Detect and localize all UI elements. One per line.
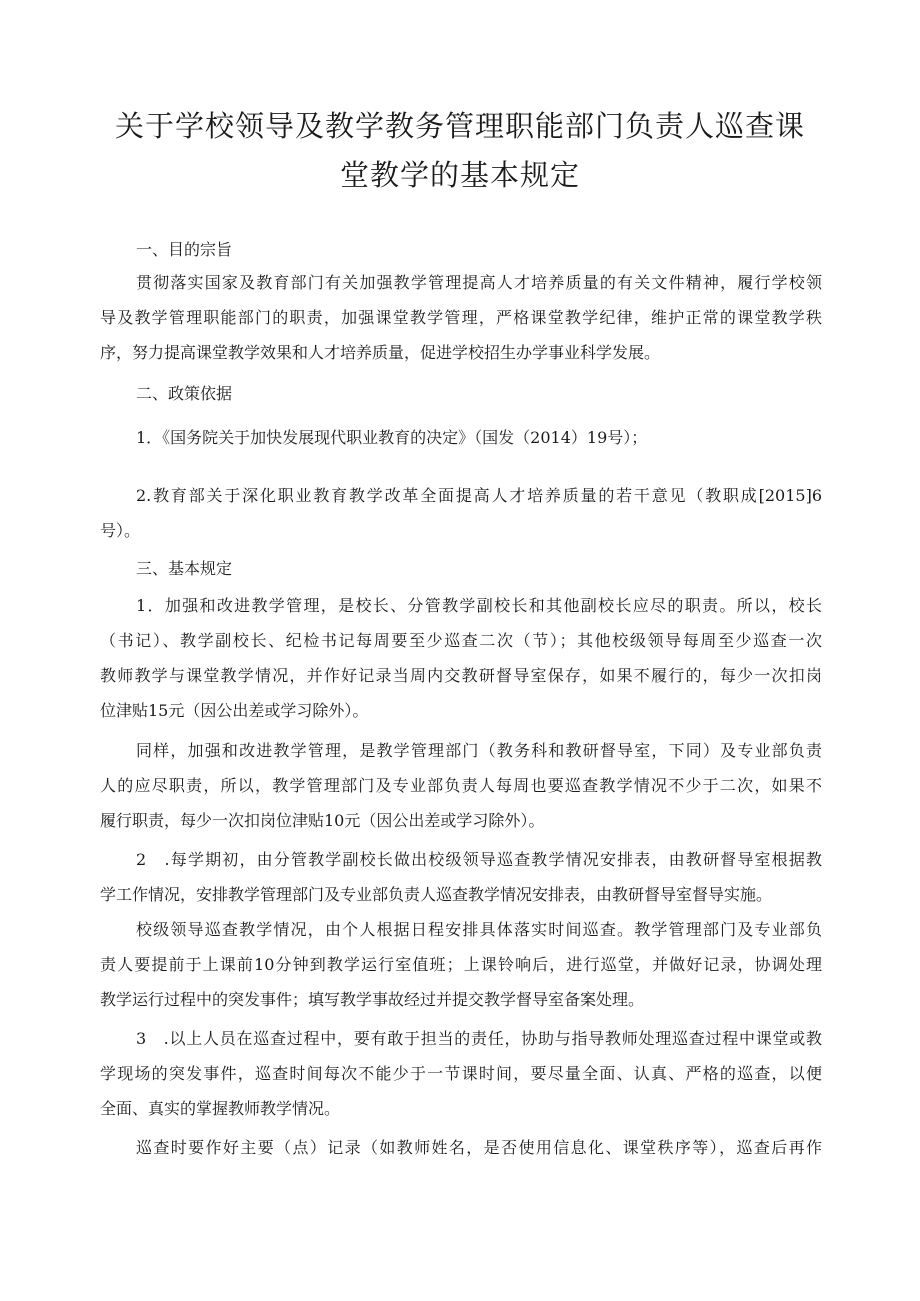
text-line: 号）。 — [100, 521, 141, 540]
policy-item-2 — [100, 478, 822, 548]
text-line: 位津贴15元（因公出差或学习除外）。 — [100, 701, 369, 720]
text-line: 全面、真实的掌握教师教学情况。 — [100, 1099, 341, 1118]
section-heading-rules: 三、基本规定 — [136, 559, 233, 578]
text-line: 责人要提前于上课前10分钟到教学运行室值班；上课铃响后，进行巡堂，并做好记录，协调处理 — [100, 955, 822, 974]
text-line: 学工作情况，安排教学管理部门及专业部负责人巡查教学情况安排表，由教研督导室督导实施。 — [100, 885, 773, 904]
rules-paragraph-6 — [100, 1130, 822, 1165]
text-line: 1．加强和改进教学管理，是校长、分管教学副校长和其他副校长应尽的职责。所以，校长 — [136, 596, 822, 615]
text-line: 人的应尽职责，所以，教学管理部门及专业部负责人每周也要巡查教学情况不少于二次，如果不 — [100, 776, 822, 795]
text-line: 序，努力提高课堂教学效果和人才培养质量，促进学校招生办学事业科学发展。 — [100, 343, 661, 362]
text-line: 贯彻落实国家及教育部门有关加强教学管理提高人才培养质量的有关文件精神，履行学校领 — [136, 273, 822, 292]
policy-item-1: 1．《国务院关于加快发展现代职业教育的决定》（国发（2014）19号）； — [136, 428, 648, 447]
document-title-line-1: 关于学校领导及教学教务管理职能部门负责人巡查课 — [114, 109, 805, 143]
text-line: 3 .以上人员在巡查过程中，要有敢于担当的责任，协助与指导教师处理巡查过程中课堂或教 — [136, 1029, 822, 1048]
rules-paragraph-3 — [100, 842, 822, 912]
text-line: 2 .每学期初，由分管教学副校长做出校级领导巡查教学情况安排表，由教研督导室根据教 — [136, 850, 822, 869]
text-line: 导及教学管理职能部门的职责，加强课堂教学管理，严格课堂教学纪律，维护正常的课堂教学秩 — [100, 308, 822, 327]
text-line: 2.教育部关于深化职业教育教学改革全面提高人才培养质量的若干意见（教职成[2015]6 — [136, 486, 822, 505]
text-line: （书记）、教学副校长、纪检书记每周要至少巡查二次（节）；其他校级领导每周至少巡查一次 — [100, 631, 822, 650]
text-line: 学现场的突发事件，巡查时间每次不能少于一节课时间，要尽量全面、认真、严格的巡查，以便 — [100, 1064, 822, 1083]
text-line: 履行职责，每少一次扣岗位津贴10元（因公出差或学习除外）。 — [100, 811, 545, 830]
text-line: 校级领导巡查教学情况，由个人根据日程安排具体落实时间巡查。教学管理部门及专业部负 — [136, 920, 822, 939]
rules-paragraph-2 — [100, 733, 822, 838]
text-line: 教师教学与课堂教学情况，并作好记录当周内交教研督导室保存，如果不履行的，每少一次扣岗 — [100, 666, 822, 685]
section-heading-policy: 二、政策依据 — [136, 384, 233, 403]
section-heading-purpose: 一、目的宗旨 — [136, 240, 233, 259]
text-line: 教学运行过程中的突发事件；填写教学事故经过并提交教学督导室备案处理。 — [100, 990, 645, 1009]
text-line: 巡查时要作好主要（点）记录（如教师姓名，是否使用信息化、课堂秩序等），巡查后再作 — [136, 1138, 822, 1157]
text-line: 同样，加强和改进教学管理，是教学管理部门（教务科和教研督导室，下同）及专业部负责 — [136, 741, 822, 760]
document-title-line-2: 堂教学的基本规定 — [339, 158, 580, 192]
rules-paragraph-5 — [100, 1021, 822, 1126]
rules-paragraph-1 — [100, 588, 822, 728]
rules-paragraph-4 — [100, 912, 822, 1017]
paragraph-purpose — [100, 265, 822, 370]
